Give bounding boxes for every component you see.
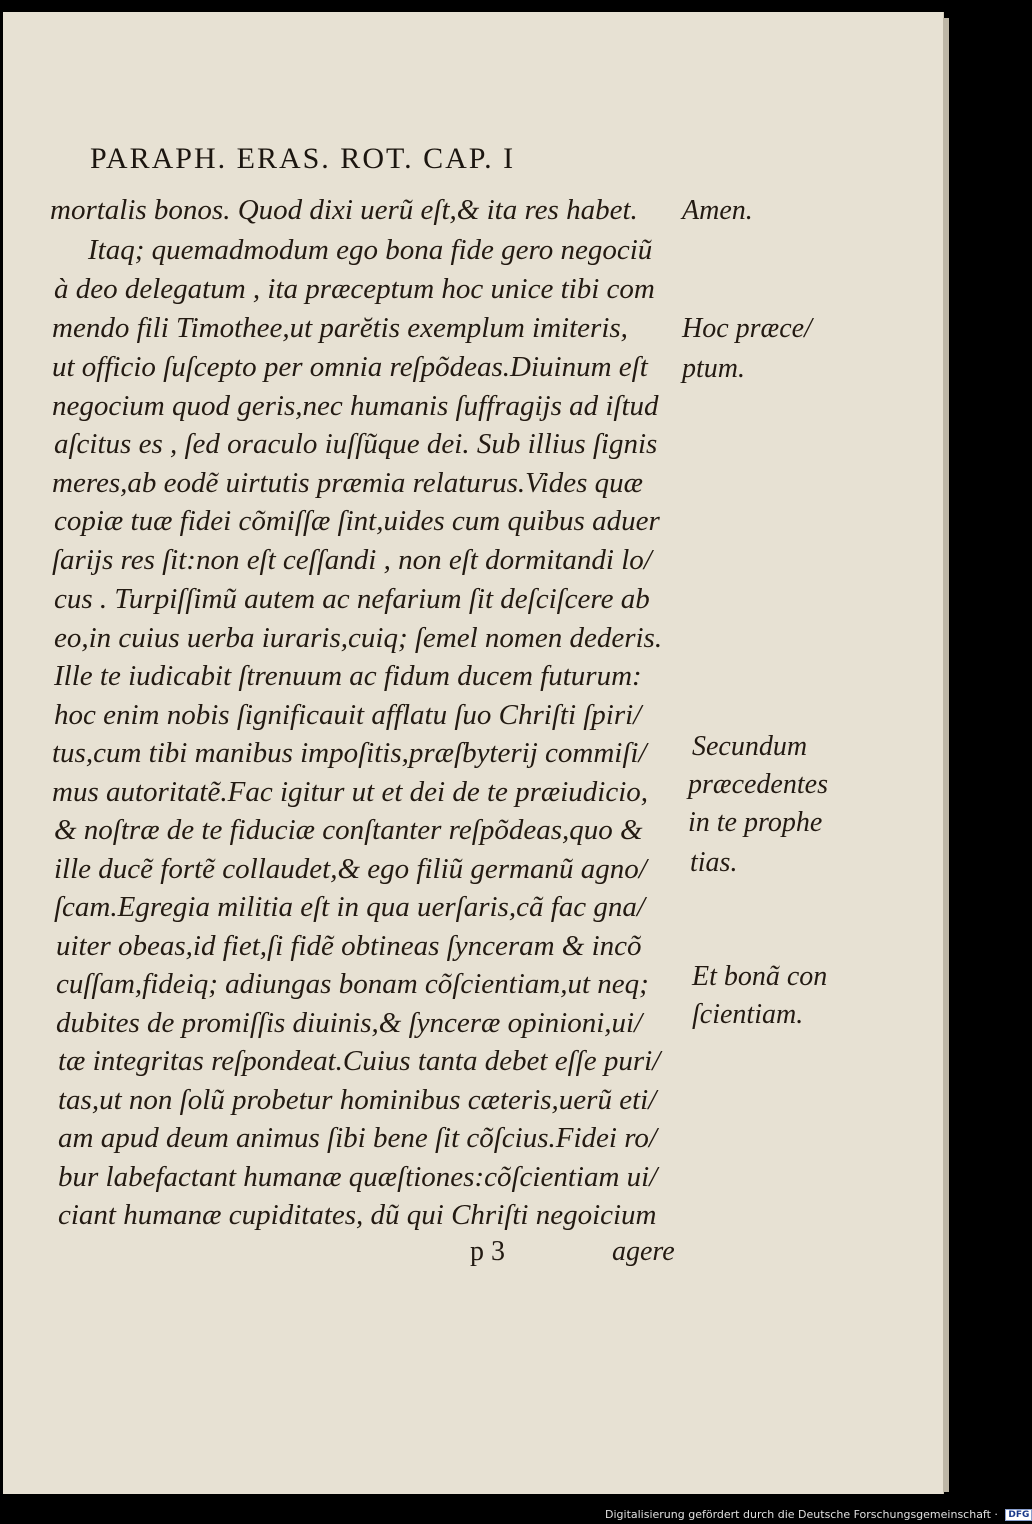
text-line: ille ducẽ fortẽ collaudet,& ego filiũ germanũ agno/ <box>54 853 647 885</box>
margin-note: ſcientiam. <box>692 999 804 1030</box>
margin-note: Secundum <box>692 731 808 762</box>
text-line: bur labefactant humanæ quæſtiones:cõſcientiam ui/ <box>58 1161 658 1193</box>
text-line: am apud deum animus ſibi bene ſit cõſcius.Fidei ro/ <box>58 1122 657 1154</box>
margin-note: præcedentes <box>688 769 828 800</box>
text-line: tas,ut non ſolũ probetur hominibus cæteris,uerũ eti/ <box>58 1084 657 1116</box>
text-line: ſcam.Egregia militia eſt in qua uerſaris,cã fac gna/ <box>54 891 645 923</box>
attribution-text: Digitalisierung gefördert durch die Deutsche Forschungsgemeinschaft · <box>605 1508 998 1521</box>
text-line: uiter obeas,id fiet,ſi fidẽ obtineas ſynceram & incõ <box>56 930 642 962</box>
margin-note: Hoc præce/ <box>682 313 812 344</box>
text-line: Ille te iudicabit ſtrenuum ac fidum ducem futurum: <box>54 660 642 692</box>
text-line: mendo fili Timothee,ut parĕtis exemplum imiteris, <box>52 312 628 344</box>
text-line: aſcitus es , ſed oraculo iuſſũque dei. Sub illius ſignis <box>54 428 658 460</box>
text-line: mortalis bonos. Quod dixi uerũ eſt,& ita res habet. <box>50 194 638 226</box>
text-line: Itaq; quemadmodum ego bona fide gero negociũ <box>88 234 653 266</box>
text-line: tus,cum tibi manibus impoſitis,præſbyterij commiſi/ <box>52 737 647 769</box>
margin-note: tias. <box>690 847 738 878</box>
margin-note: Amen. <box>682 195 753 226</box>
running-title: PARAPH. ERAS. ROT. CAP. I <box>90 142 516 175</box>
text-line: ciant humanæ cupiditates, dũ qui Chriſti negoicium <box>58 1199 657 1231</box>
page-edge <box>943 18 949 1492</box>
text-line: tæ integritas reſpondeat.Cuius tanta debet eſſe puri/ <box>58 1045 661 1077</box>
text-line: cuſſam,fideiq; adiungas bonam cõſcientiam,ut neq; <box>56 968 649 1000</box>
attribution-bar <box>605 1508 1032 1521</box>
text-line: meres,ab eodẽ uirtutis præmia relaturus.Vides quæ <box>52 467 643 499</box>
margin-note: Et bonã con <box>692 961 828 992</box>
text-line: eo,in cuius uerba iuraris,cuiq; ſemel nomen dederis. <box>54 622 663 654</box>
margin-note: in te prophe <box>688 807 823 838</box>
margin-note: ptum. <box>682 353 745 384</box>
text-line: ut officio ſuſcepto per omnia reſpõdeas.Diuinum eſt <box>52 351 648 383</box>
text-line: & noſtræ de te fiduciæ conſtanter reſpõdeas,quo & <box>54 814 643 846</box>
signature-mark: p 3 <box>470 1236 505 1267</box>
text-line: à deo delegatum , ita præceptum hoc unice tibi com <box>54 273 655 305</box>
text-line: negocium quod geris,nec humanis ſuffragijs ad iſtud <box>52 390 659 422</box>
text-line: hoc enim nobis ſignificauit afflatu ſuo Chriſti ſpiri/ <box>54 699 642 731</box>
text-line: ſarijs res ſit:non eſt ceſſandi , non eſt dormitandi lo/ <box>52 544 652 576</box>
catchword: agere <box>612 1236 675 1267</box>
text-line: dubites de promiſſis diuinis,& ſynceræ opinioni,ui/ <box>56 1007 643 1039</box>
text-line: cus . Turpiſſimũ autem ac nefarium ſit deſciſcere ab <box>54 583 650 615</box>
text-line: mus autoritatẽ.Fac igitur ut et dei de te præiudicio, <box>52 776 649 808</box>
dfg-logo-icon: DFG <box>1005 1509 1032 1521</box>
text-line: copiæ tuæ fidei cõmiſſæ ſint,uides cum quibus aduer <box>54 505 660 537</box>
